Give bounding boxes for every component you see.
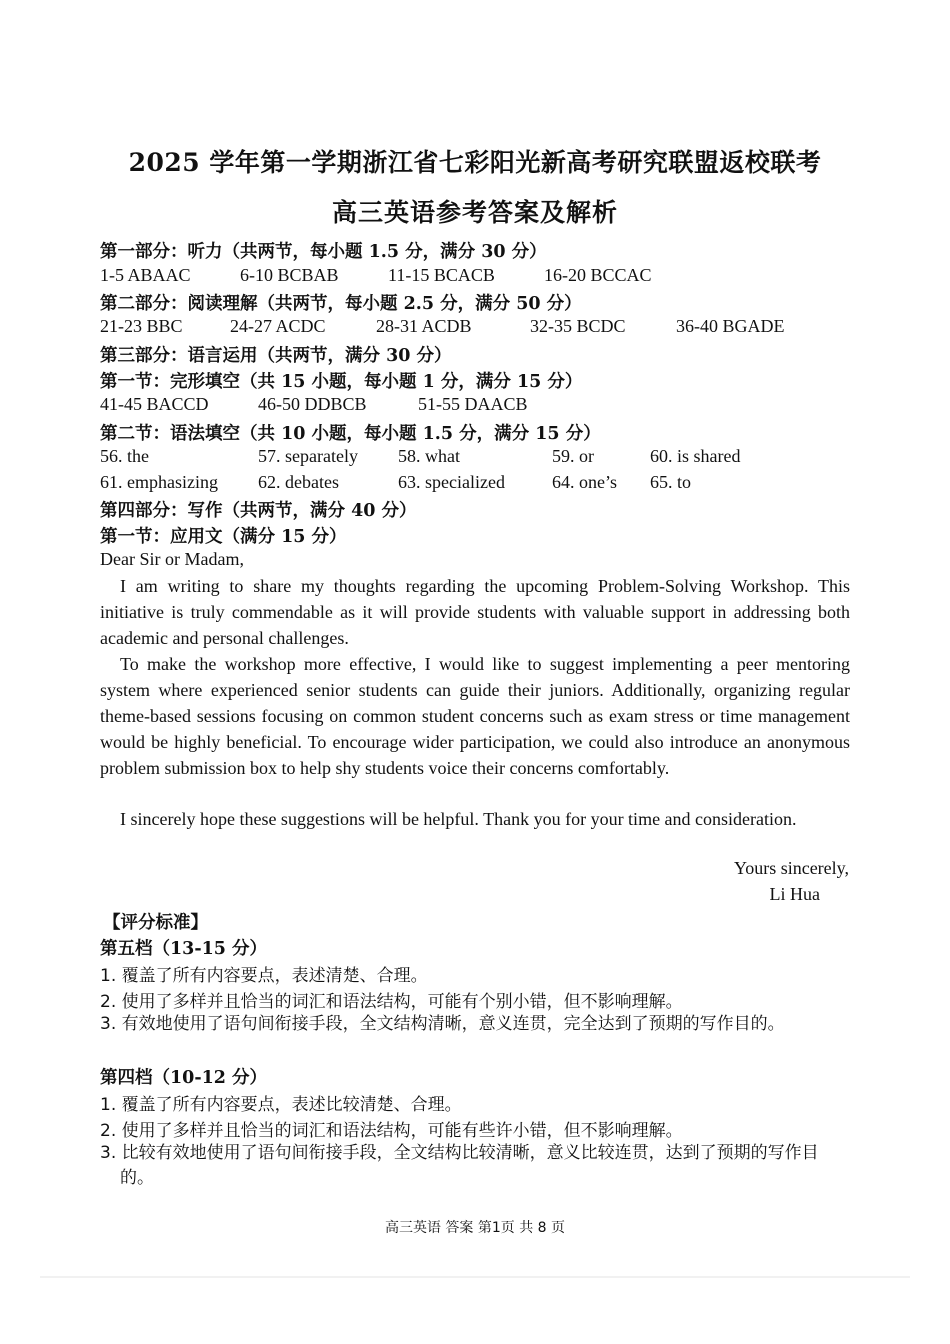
writing-section1-heading: 第一节：应用文（满分 15 分） bbox=[100, 527, 347, 547]
answer-group: 41-45 BACCD bbox=[100, 394, 209, 414]
answer-item: 56. the bbox=[100, 446, 149, 466]
letter-signature: Li Hua bbox=[769, 884, 820, 904]
answer-item: 63. specialized bbox=[398, 472, 505, 492]
letter-paragraph-1: I am writing to share my thoughts regarding the upcoming Problem-Solving Workshop. This initiative is truly commendable as it will provide students with valuable support in addressing both academic and personal challenges. bbox=[100, 576, 850, 648]
answer-group: 46-50 DDBCB bbox=[258, 394, 367, 414]
level5-item-2: 2. 使用了多样并且恰当的词汇和语法结构，可能有个别小错，但不影响理解。 bbox=[100, 992, 683, 1012]
answer-group: 24-27 ACDC bbox=[230, 316, 326, 336]
level5-item-3: 3. 有效地使用了语句间衔接手段，全文结构清晰，意义连贯，完全达到了预期的写作目的。 bbox=[100, 1014, 785, 1034]
answer-item: 62. debates bbox=[258, 472, 339, 492]
cloze-answers bbox=[100, 394, 850, 416]
answer-group: 16-20 BCCAC bbox=[544, 265, 652, 285]
level4-item-3: 3. 比较有效地使用了语句间衔接手段，全文结构比较清晰，意义比较连贯，达到了预期的写作目的。 bbox=[100, 1143, 819, 1188]
part1-answers bbox=[100, 265, 850, 287]
letter-paragraph-3: I sincerely hope these suggestions will be helpful. Thank you for your time and consideration. bbox=[120, 809, 797, 829]
level5-item-1: 1. 覆盖了所有内容要点，表述清楚、合理。 bbox=[100, 966, 428, 986]
answer-group: 11-15 BCACB bbox=[388, 265, 495, 285]
part3-heading: 第三部分：语言运用（共两节，满分 30 分） bbox=[100, 346, 452, 366]
page-footer: 高三英语 答案 第1页 共 8 页 bbox=[384, 1220, 566, 1236]
answer-item: 64. one’s bbox=[552, 472, 617, 492]
answer-group: 51-55 DAACB bbox=[418, 394, 528, 414]
grammar-answers-row1 bbox=[100, 446, 850, 468]
part2-heading: 第二部分：阅读理解（共两节，每小题 2.5 分，满分 50 分） bbox=[100, 294, 582, 314]
letter-paragraph-2: To make the workshop more effective, I would like to suggest implementing a peer mentoring system where experienced senior students can guide their juniors. Additionally, organizing regular theme-based sessions focusing on common student concerns such as exam stress or time management would be highly beneficial. To encourage wider participation, we could also introduce an anonymous problem submission box to help shy students voice their concerns comfortably. bbox=[100, 654, 850, 778]
grammar-answers-row2 bbox=[100, 472, 850, 494]
scan-edge bbox=[40, 1276, 910, 1278]
part4-heading: 第四部分：写作（共两节，满分 40 分） bbox=[100, 501, 417, 521]
answer-item: 58. what bbox=[398, 446, 460, 466]
grammar-heading: 第二节：语法填空（共 10 小题，每小题 1.5 分，满分 15 分） bbox=[100, 424, 601, 444]
answer-group: 32-35 BCDC bbox=[530, 316, 626, 336]
exam-subtitle: 高三英语参考答案及解析 bbox=[331, 198, 618, 227]
answer-group: 36-40 BGADE bbox=[676, 316, 785, 336]
answer-group: 21-23 BBC bbox=[100, 316, 183, 336]
answer-item: 65. to bbox=[650, 472, 692, 492]
cloze-heading: 第一节：完形填空（共 15 小题，每小题 1 分，满分 15 分） bbox=[100, 372, 583, 392]
answer-group: 1-5 ABAAC bbox=[100, 265, 191, 285]
level5-heading: 第五档（13-15 分） bbox=[100, 939, 268, 959]
level4-heading: 第四档（10-12 分） bbox=[100, 1068, 268, 1088]
answer-item: 59. or bbox=[552, 446, 594, 466]
level4-item-2: 2. 使用了多样并且恰当的词汇和语法结构，可能有些许小错，但不影响理解。 bbox=[100, 1121, 683, 1141]
answer-item: 57. separately bbox=[258, 446, 358, 466]
answer-group: 28-31 ACDB bbox=[376, 316, 472, 336]
grading-heading: 【评分标准】 bbox=[103, 913, 208, 933]
part1-heading: 第一部分：听力（共两节，每小题 1.5 分，满分 30 分） bbox=[100, 242, 547, 262]
answer-item: 61. emphasizing bbox=[100, 472, 218, 492]
answer-group: 6-10 BCBAB bbox=[240, 265, 339, 285]
letter-closing: Yours sincerely, bbox=[734, 858, 849, 878]
level4-item-1: 1. 覆盖了所有内容要点，表述比较清楚、合理。 bbox=[100, 1095, 462, 1115]
part2-answers bbox=[100, 316, 850, 338]
letter-greeting: Dear Sir or Madam, bbox=[100, 549, 244, 569]
exam-title: 2025 学年第一学期浙江省七彩阳光新高考研究联盟返校联考 bbox=[128, 148, 822, 177]
answer-item: 60. is shared bbox=[650, 446, 741, 466]
